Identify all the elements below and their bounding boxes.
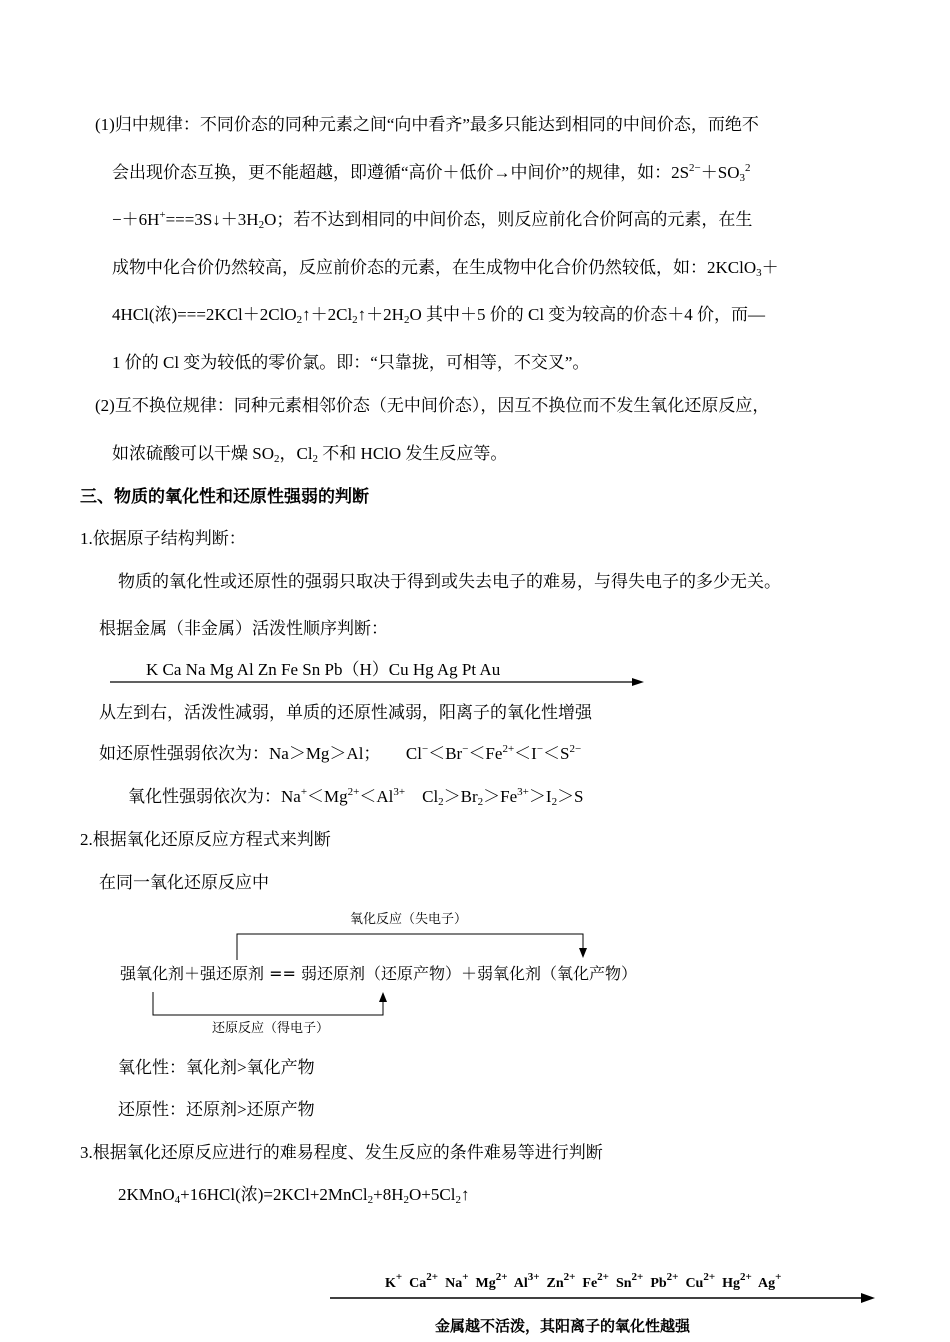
diagram-top-label: 氧化反应（失电子）	[350, 912, 468, 927]
subscript: 3	[739, 172, 745, 184]
text: 成物中化合价仍然较高，反应前价态的元素，在生成物中化合价仍然较低，如：2KClO	[112, 258, 757, 277]
superscript: 2	[745, 162, 751, 174]
rule-1-line-3	[112, 209, 753, 231]
cation-series	[385, 1271, 782, 1291]
subscript: 2	[438, 796, 444, 808]
text: O 其中＋5 价的 Cl 变为较高的价态＋4 价，而—	[409, 305, 766, 324]
text: ↑＋2H	[357, 305, 404, 324]
superscript: −	[462, 743, 469, 755]
redox-equation: 强氧化剂＋强还原剂 == 弱还原剂（还原产物）＋弱氧化剂（氧化产物）	[120, 964, 637, 983]
cation: $Sn^{2+}$	[615, 1271, 644, 1291]
superscript: 2−	[689, 162, 701, 174]
subscript: 2	[403, 314, 410, 326]
superscript: 2+	[502, 743, 515, 755]
subscript: 2	[403, 1194, 409, 1206]
subscript: 2	[367, 1194, 374, 1206]
text: ===3S↓＋3H	[165, 210, 259, 229]
rule-1-line-1: (1)归中规律：不同价态的同种元素之间“向中看齐”最多只能达到相同的中间价态，而绝不	[95, 115, 759, 134]
cation: Ag+	[758, 1271, 782, 1291]
text: ＜Br	[428, 744, 463, 763]
text: Cl	[405, 787, 439, 806]
text: +16HCl(浓)=2KCl+2MnCl	[180, 1185, 368, 1204]
rule-2-line-1: (2)互不换位规律：同种元素相邻价态（无中间价态），因互不换位而不发生氧化还原反应，	[95, 396, 770, 415]
kmno4-equation	[118, 1185, 470, 1206]
text: ＞Fe	[483, 787, 518, 806]
trend-text: 从左到右，活泼性减弱，单质的还原性减弱，阳离子的氧化性增强	[99, 703, 592, 722]
text: ＜Mg	[307, 787, 348, 806]
subscript: 2	[551, 796, 558, 808]
metal-activity-intro: 根据金属（非金属）活泼性顺序判断：	[99, 619, 388, 638]
cation: $Pb^{2+}$	[650, 1271, 679, 1291]
cation-caption: 金属越不活泼，其阳离子的氧化性越强	[435, 1319, 691, 1335]
superscript: +	[159, 209, 166, 221]
reducing-order	[99, 745, 581, 762]
text: ↑＋2Cl	[302, 305, 353, 324]
cation: K+	[385, 1271, 403, 1291]
diagram-bottom-label: 还原反应（得电子）	[212, 1021, 330, 1036]
text: ＞S	[557, 787, 584, 806]
rule-1-line-5	[112, 305, 766, 326]
subsection-2-heading: 2.根据氧化还原反应方程式来判断	[80, 830, 331, 849]
text: 如还原性强弱依次为：Na＞Mg＞Al； Cl	[99, 744, 422, 763]
superscript: 3+	[393, 786, 406, 798]
superscript: 3+	[517, 786, 529, 798]
subsection-1-heading: 1.依据原子结构判断：	[80, 529, 246, 548]
metal-activity-series: K Ca Na Mg Al Zn Fe Sn Pb（H）Cu Hg Ag Pt Au	[146, 660, 501, 679]
subscript: 3	[756, 267, 762, 279]
text: ＜Al	[359, 787, 394, 806]
text: −＋6H	[112, 210, 160, 229]
cation: Na+	[445, 1271, 469, 1291]
cation-arrow	[330, 1292, 875, 1304]
subsection-3-heading: 3.根据氧化还原反应进行的难易程度、发生反应的条件难易等进行判断	[80, 1143, 603, 1162]
text: 4HCl(浓)===2KCl＋2ClO	[112, 305, 297, 324]
subscript: 2	[352, 314, 358, 326]
rule-1-line-6: 1 价的 Cl 变为较低的零价氯。即：“只靠拢，可相等，不交叉”。	[112, 353, 590, 372]
subsection-2-text: 在同一氧化还原反应中	[99, 873, 269, 892]
text: ＋SO	[700, 163, 740, 182]
oxidation-bracket	[234, 930, 590, 962]
text: 不和 HClO 发生反应等。	[318, 444, 508, 463]
rule-1-line-4	[112, 258, 779, 279]
superscript: 2−	[569, 743, 582, 755]
text: O+5Cl	[409, 1185, 456, 1204]
text: +8H	[373, 1185, 404, 1204]
text: ↑	[460, 1185, 470, 1204]
cation: $Zn^{2+}$	[546, 1271, 576, 1291]
text: ，Cl	[279, 444, 313, 463]
text: ＋	[761, 258, 779, 277]
subscript: 2	[258, 219, 265, 231]
superscript: −	[536, 743, 544, 755]
rule-1-line-2	[112, 162, 751, 184]
text: ＜Fe	[468, 744, 503, 763]
section-3-heading: 三、物质的氧化性和还原性强弱的判断	[80, 487, 369, 506]
superscript: +	[300, 786, 308, 798]
superscript: 2+	[347, 786, 360, 798]
text: ＞I	[528, 787, 552, 806]
reducing-rule: 还原性：还原剂>还原产物	[118, 1100, 315, 1119]
cation: $Ca^{2+}$	[409, 1271, 439, 1291]
text: 会出现价态互换，更不能超越，即遵循“高价＋低价→中间价”的规律，如：2S	[112, 163, 690, 182]
text: 如浓硫酸可以干燥 SO	[112, 444, 274, 463]
text: ＜S	[543, 744, 570, 763]
text: ＞Br	[443, 787, 478, 806]
text: 氧化性强弱依次为：Na	[128, 787, 301, 806]
cation: $Fe^{2+}$	[582, 1271, 609, 1291]
oxidizing-rule: 氧化性：氧化剂>氧化产物	[118, 1058, 315, 1077]
text: ＜I	[514, 744, 537, 763]
oxidizing-order	[128, 786, 584, 808]
subscript: 2	[273, 453, 280, 465]
subscript: 2	[455, 1194, 461, 1206]
text: O；若不达到相同的中间价态，则反应前化合价阿高的元素，在生	[264, 210, 753, 229]
subsection-1-text: 物质的氧化性或还原性的强弱只取决于得到或失去电子的难易，与得失电子的多少无关。	[118, 572, 781, 591]
cation: $Al^{3+}$	[513, 1271, 540, 1291]
superscript: −	[422, 743, 429, 755]
series-arrow	[110, 676, 644, 688]
subscript: 4	[174, 1194, 181, 1206]
cation: $Mg^{2+}$	[475, 1271, 508, 1291]
subscript: 2	[477, 796, 484, 808]
cation: $Hg^{2+}$	[722, 1271, 752, 1291]
reduction-bracket	[150, 990, 390, 1020]
cation: $Cu^{2+}$	[685, 1271, 716, 1291]
rule-2-line-2	[112, 444, 508, 465]
subscript: 2	[312, 453, 319, 465]
subscript: 2	[296, 314, 303, 326]
text: 2KMnO	[118, 1185, 175, 1204]
